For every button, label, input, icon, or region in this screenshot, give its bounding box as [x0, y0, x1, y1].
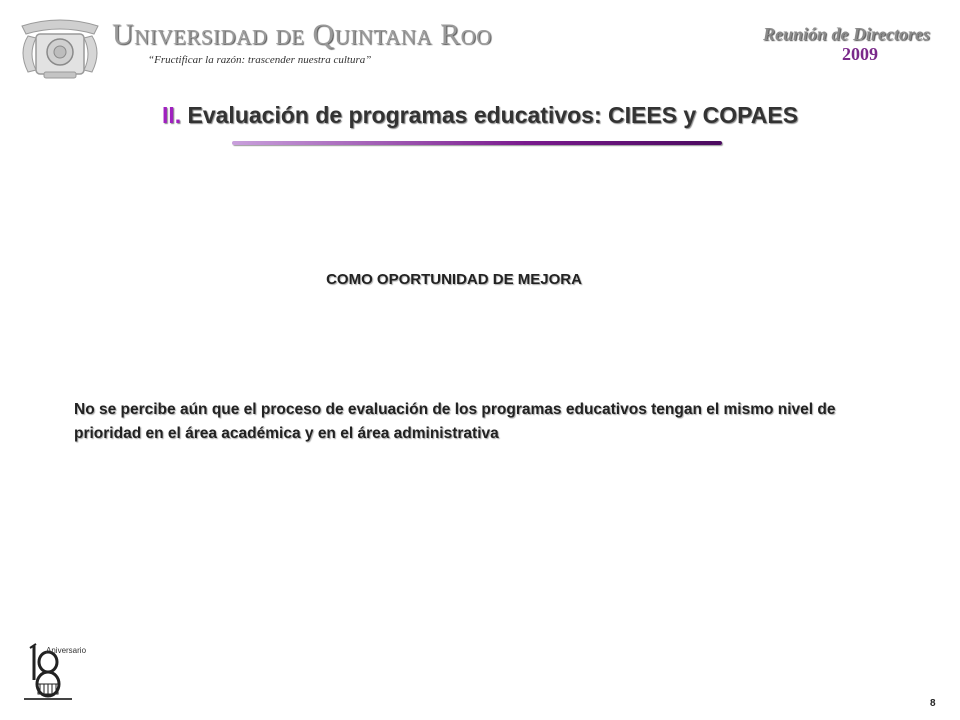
page-number: 8 [930, 698, 936, 709]
meeting-title: Reunión de Directores [762, 24, 930, 44]
university-seal-logo [14, 12, 106, 82]
meeting-year: 2009 [842, 44, 878, 64]
title-underline [232, 141, 722, 145]
university-name: Universidad de Quintana Roo [112, 18, 492, 51]
anniversary-label: Aniversario [46, 646, 87, 655]
slide-subheading: COMO OPORTUNIDAD DE MEJORA [326, 271, 582, 288]
slide-title-number: II. [161, 102, 182, 128]
slide-body-text: No se percibe aún que el proceso de evaluación de los programas educativos tengan el mismo nivel de prioridad en el área académica y en el área administrativa [74, 401, 836, 442]
university-motto: “Fructificar la razón: trascender nuestra cultura” [148, 54, 372, 66]
slide-title-text: Evaluación de programas educativos: CIEES y COPAES [181, 102, 799, 128]
slide-title [0, 102, 960, 129]
